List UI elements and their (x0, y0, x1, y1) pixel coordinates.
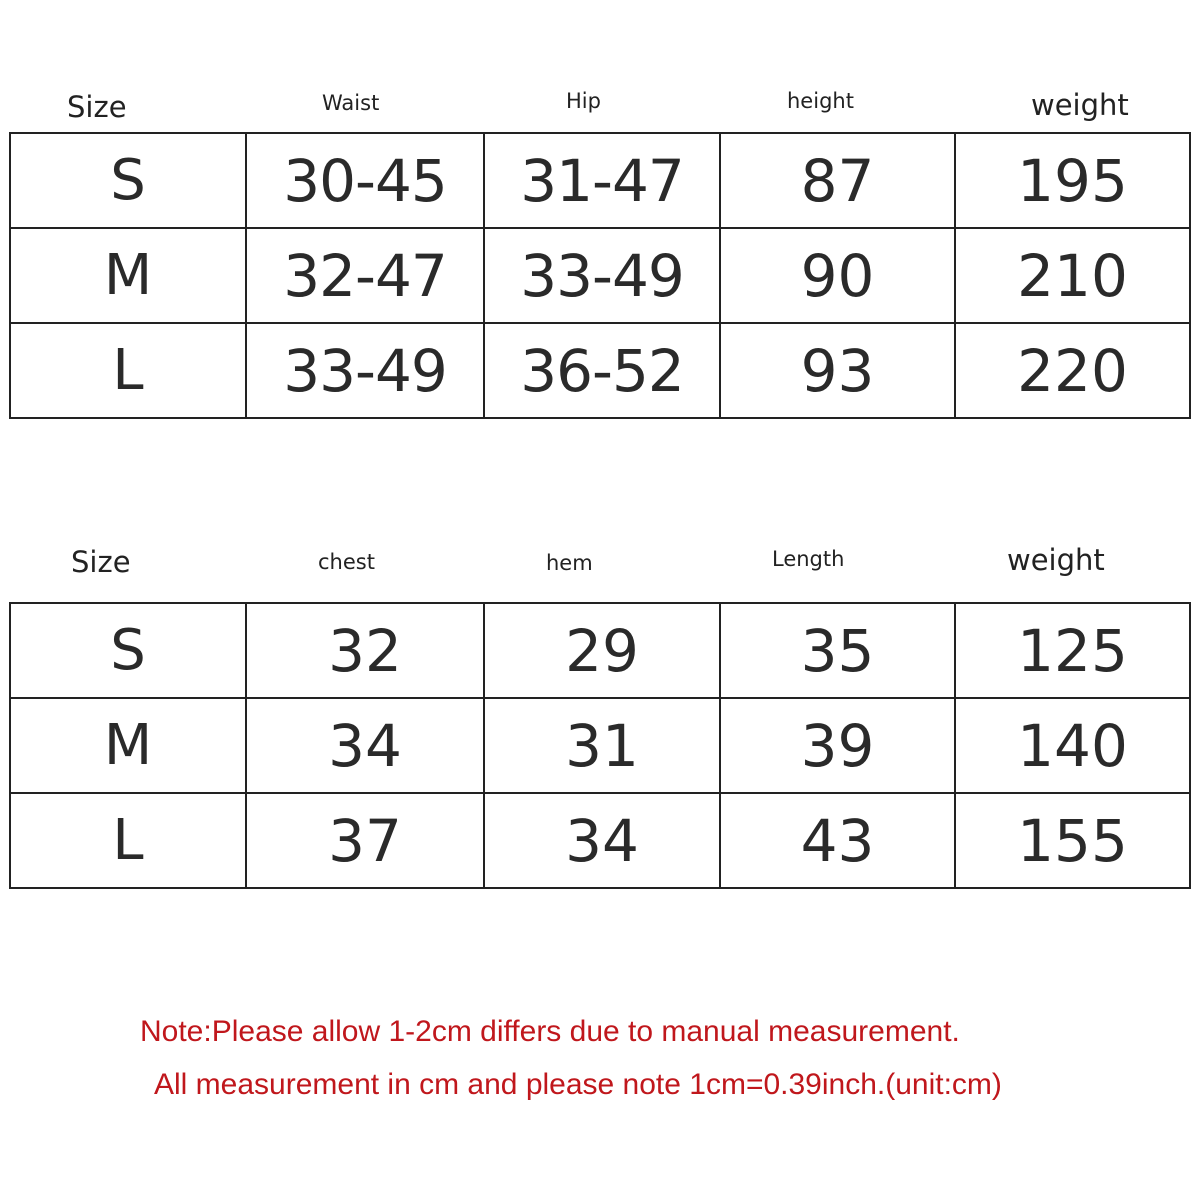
table2-header-hem: hem (546, 551, 593, 575)
table2-header-weight: weight (1007, 543, 1105, 577)
size-cell: M (10, 228, 246, 323)
note-line-1: Note:Please allow 1-2cm differs due to manual measurement. (140, 1015, 960, 1048)
size-table-tops (9, 602, 1191, 889)
table1-header-hip: Hip (566, 89, 601, 113)
table-row (10, 323, 1190, 418)
size-cell: S (10, 133, 246, 228)
weight-cell: 155 (955, 793, 1190, 888)
weight-cell: 140 (955, 698, 1190, 793)
height-cell: 87 (720, 133, 955, 228)
table2-header-size: Size (71, 545, 131, 579)
size-cell: L (10, 323, 246, 418)
hem-cell: 31 (484, 698, 720, 793)
size-table-bottoms (9, 132, 1191, 419)
note-line-2: All measurement in cm and please note 1cm=0.39inch.(unit:cm) (154, 1068, 1002, 1101)
hem-cell: 29 (484, 603, 720, 698)
weight-cell: 125 (955, 603, 1190, 698)
table1-header-height: height (787, 89, 854, 113)
waist-cell: 33-49 (246, 323, 484, 418)
table1-header-waist: Waist (322, 91, 380, 115)
weight-cell: 210 (955, 228, 1190, 323)
weight-cell: 220 (955, 323, 1190, 418)
table1-header-size: Size (67, 90, 127, 124)
table2-header-length: Length (772, 547, 845, 571)
length-cell: 39 (720, 698, 955, 793)
hip-cell: 36-52 (484, 323, 720, 418)
table2-header-chest: chest (318, 550, 375, 574)
table-row (10, 793, 1190, 888)
chest-cell: 32 (246, 603, 484, 698)
waist-cell: 30-45 (246, 133, 484, 228)
table-row (10, 228, 1190, 323)
size-cell: M (10, 698, 246, 793)
table-row (10, 698, 1190, 793)
table-row (10, 133, 1190, 228)
table-row (10, 603, 1190, 698)
hip-cell: 33-49 (484, 228, 720, 323)
chest-cell: 34 (246, 698, 484, 793)
length-cell: 35 (720, 603, 955, 698)
size-cell: S (10, 603, 246, 698)
height-cell: 90 (720, 228, 955, 323)
hem-cell: 34 (484, 793, 720, 888)
length-cell: 43 (720, 793, 955, 888)
weight-cell: 195 (955, 133, 1190, 228)
table1-header-weight: weight (1031, 88, 1129, 122)
waist-cell: 32-47 (246, 228, 484, 323)
chest-cell: 37 (246, 793, 484, 888)
height-cell: 93 (720, 323, 955, 418)
size-cell: L (10, 793, 246, 888)
hip-cell: 31-47 (484, 133, 720, 228)
